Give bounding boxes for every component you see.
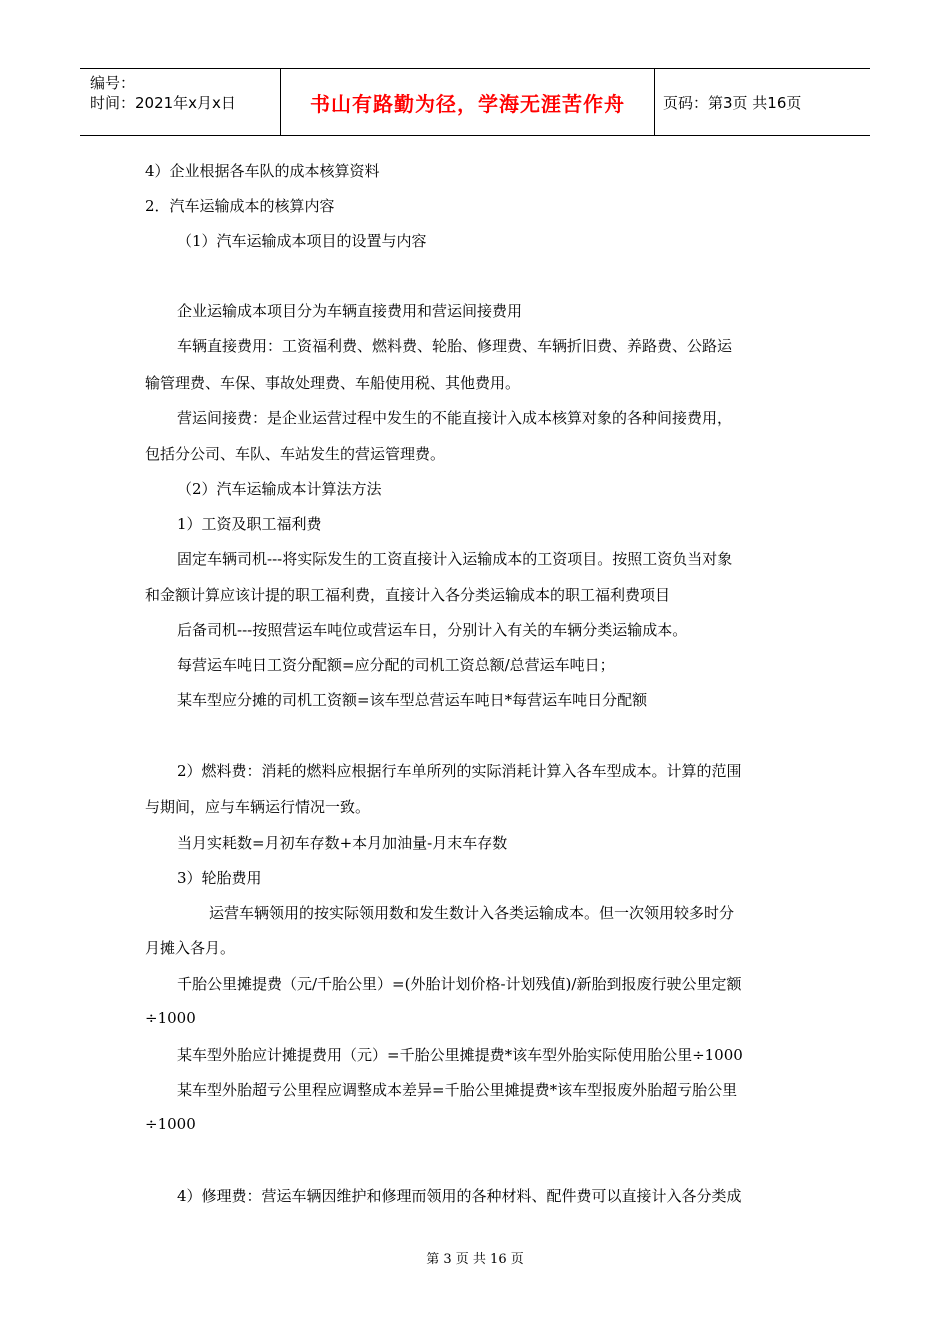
item-heading: 3）轮胎费用: [177, 869, 262, 887]
item-heading: 4）修理费：营运车辆因维护和修理而领用的各种材料、配件费可以直接计入各分类成: [177, 1187, 742, 1205]
formula-line: 每营运车吨日工资分配额=应分配的司机工资总额/总营运车吨日；: [177, 656, 615, 674]
page-header: [80, 68, 870, 136]
body-line: 月摊入各月。: [145, 939, 236, 957]
body-line: 输管理费、车保、事故处理费、车船使用税、其他费用。: [145, 374, 521, 392]
body-line: 4）企业根据各车队的成本核算资料: [145, 162, 380, 180]
formula-line: 千胎公里摊提费（元/千胎公里）=(外胎计划价格-计划残值)/新胎到报废行驶公里定额: [177, 975, 742, 993]
header-motto: 书山有路勤为径，学海无涯苦作舟: [280, 69, 655, 135]
body-line: 企业运输成本项目分为车辆直接费用和营运间接费用: [177, 302, 523, 320]
body-line: 后备司机---按照营运车吨位或营运车日，分别计入有关的车辆分类运输成本。: [177, 621, 688, 639]
formula-line: ÷1000: [145, 1009, 196, 1027]
subsection-heading: （2）汽车运输成本计算法方法: [177, 480, 382, 498]
body-line: 固定车辆司机---将实际发生的工资直接计入运输成本的工资项目。按照工资负当对象: [177, 550, 733, 568]
formula-line: 某车型外胎应计摊提费用（元）=千胎公里摊提费*该车型外胎实际使用胎公里÷1000: [177, 1046, 743, 1064]
subsection-heading: （1）汽车运输成本项目的设置与内容: [177, 232, 427, 250]
formula-line: 某车型外胎超亏公里程应调整成本差异=千胎公里摊提费*该车型报废外胎超亏胎公里: [177, 1081, 738, 1099]
body-line: 与期间，应与车辆运行情况一致。: [145, 798, 371, 816]
header-meta: [80, 69, 280, 135]
body-line: 和金额计算应该计提的职工福利费，直接计入各分类运输成本的职工福利费项目: [145, 586, 671, 604]
item-heading: 2）燃料费：消耗的燃料应根据行车单所列的实际消耗计算入各车型成本。计算的范围: [177, 762, 742, 780]
formula-line: ÷1000: [145, 1115, 196, 1133]
body-line: 营运间接费：是企业运营过程中发生的不能直接计入成本核算对象的各种间接费用，: [177, 409, 733, 427]
header-page-info: 页码：第3页 共16页: [663, 93, 802, 112]
formula-line: 当月实耗数=月初车存数+本月加油量-月末车存数: [177, 834, 508, 852]
document-number-label: 编号：: [90, 74, 136, 92]
document-date: 时间：2021年x月x日: [90, 94, 236, 112]
formula-line: 某车型应分摊的司机工资额=该车型总营运车吨日*每营运车吨日分配额: [177, 691, 648, 709]
body-line: 车辆直接费用：工资福利费、燃料费、轮胎、修理费、车辆折旧费、养路费、公路运: [177, 337, 733, 355]
body-line: 运营车辆领用的按实际领用数和发生数计入各类运输成本。但一次领用较多时分: [209, 904, 735, 922]
section-heading: 2．汽车运输成本的核算内容: [145, 197, 335, 215]
item-heading: 1）工资及职工福利费: [177, 515, 322, 533]
body-line: 包括分公司、车队、车站发生的营运管理费。: [145, 445, 446, 463]
page-footer: 第 3 页 共 16 页: [426, 1252, 524, 1267]
